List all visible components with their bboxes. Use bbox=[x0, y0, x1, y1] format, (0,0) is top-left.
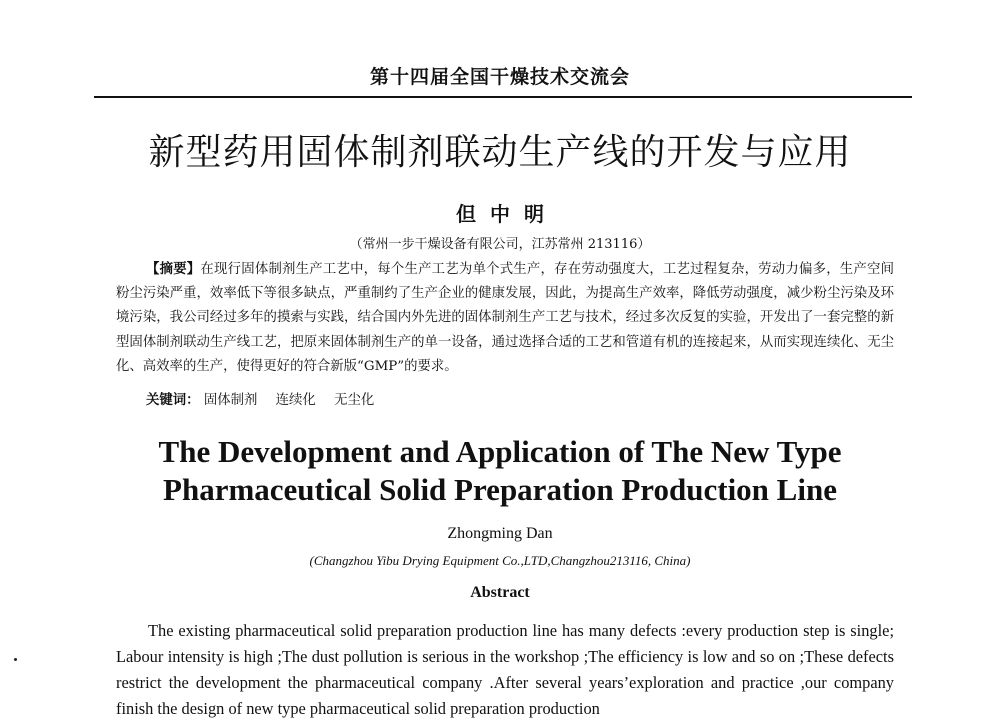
chinese-title: 新型药用固体制剂联动生产线的开发与应用 bbox=[148, 132, 852, 173]
english-author: Zhongming Dan bbox=[447, 525, 553, 542]
keyword: 无尘化 bbox=[334, 393, 375, 408]
chinese-abstract-label: 【摘要】 bbox=[146, 261, 201, 277]
keywords-label: 关键词： bbox=[146, 392, 200, 408]
keyword: 连续化 bbox=[275, 393, 316, 408]
running-header: 第十四届全国干燥技术交流会 bbox=[369, 66, 630, 88]
chinese-keywords bbox=[146, 389, 388, 408]
chinese-abstract bbox=[116, 257, 894, 379]
chinese-affiliation: （常州一步干燥设备有限公司，江苏常州 213116） bbox=[349, 237, 651, 252]
keyword: 固体制剂 bbox=[203, 393, 258, 408]
english-title-line-1: The Development and Application of The New Type bbox=[158, 434, 842, 469]
english-title-line-2: Pharmaceutical Solid Preparation Production Line bbox=[163, 472, 837, 507]
scan-speck bbox=[14, 658, 17, 661]
english-title bbox=[0, 433, 1000, 509]
chinese-author: 但中明 bbox=[456, 202, 558, 226]
english-abstract-text: The existing pharmaceutical solid preparation production line has many defects :every production step is single; Labour intensity is high ;The dust pollution is serious in the workshop ;The efficiency is low and so on ;These defects restrict the development the pharmaceutical company .After several years’exploration and practice ,our company finish the design of new type pharmaceutical solid preparation production bbox=[116, 621, 894, 718]
english-affiliation: (Changzhou Yibu Drying Equipment Co.,LTD,Changzhou213116, China) bbox=[309, 553, 691, 568]
chinese-abstract-text: 在现行固体制剂生产工艺中，每个生产工艺为单个式生产，存在劳动强度大，工艺过程复杂，劳动力偏多，生产空间粉尘污染严重，效率低下等很多缺点，严重制约了生产企业的健康发展，因此，为提高生产效率，降低劳动强度，减少粉尘污染及环境污染，我公司经过多年的摸索与实践，结合国内外先进的固体制剂生产工艺与技术，经过多次反复的实验，开发出了一套完整的新型固体制剂联动生产线工艺，把原来固体制剂生产的单一设备，通过选择合适的工艺和管道有机的连接起来，从而实现连续化、无尘化、高效率的生产，使得更好的符合新版“GMP”的要求。 bbox=[116, 262, 895, 374]
header-divider bbox=[94, 96, 912, 98]
english-abstract-heading: Abstract bbox=[470, 584, 530, 601]
